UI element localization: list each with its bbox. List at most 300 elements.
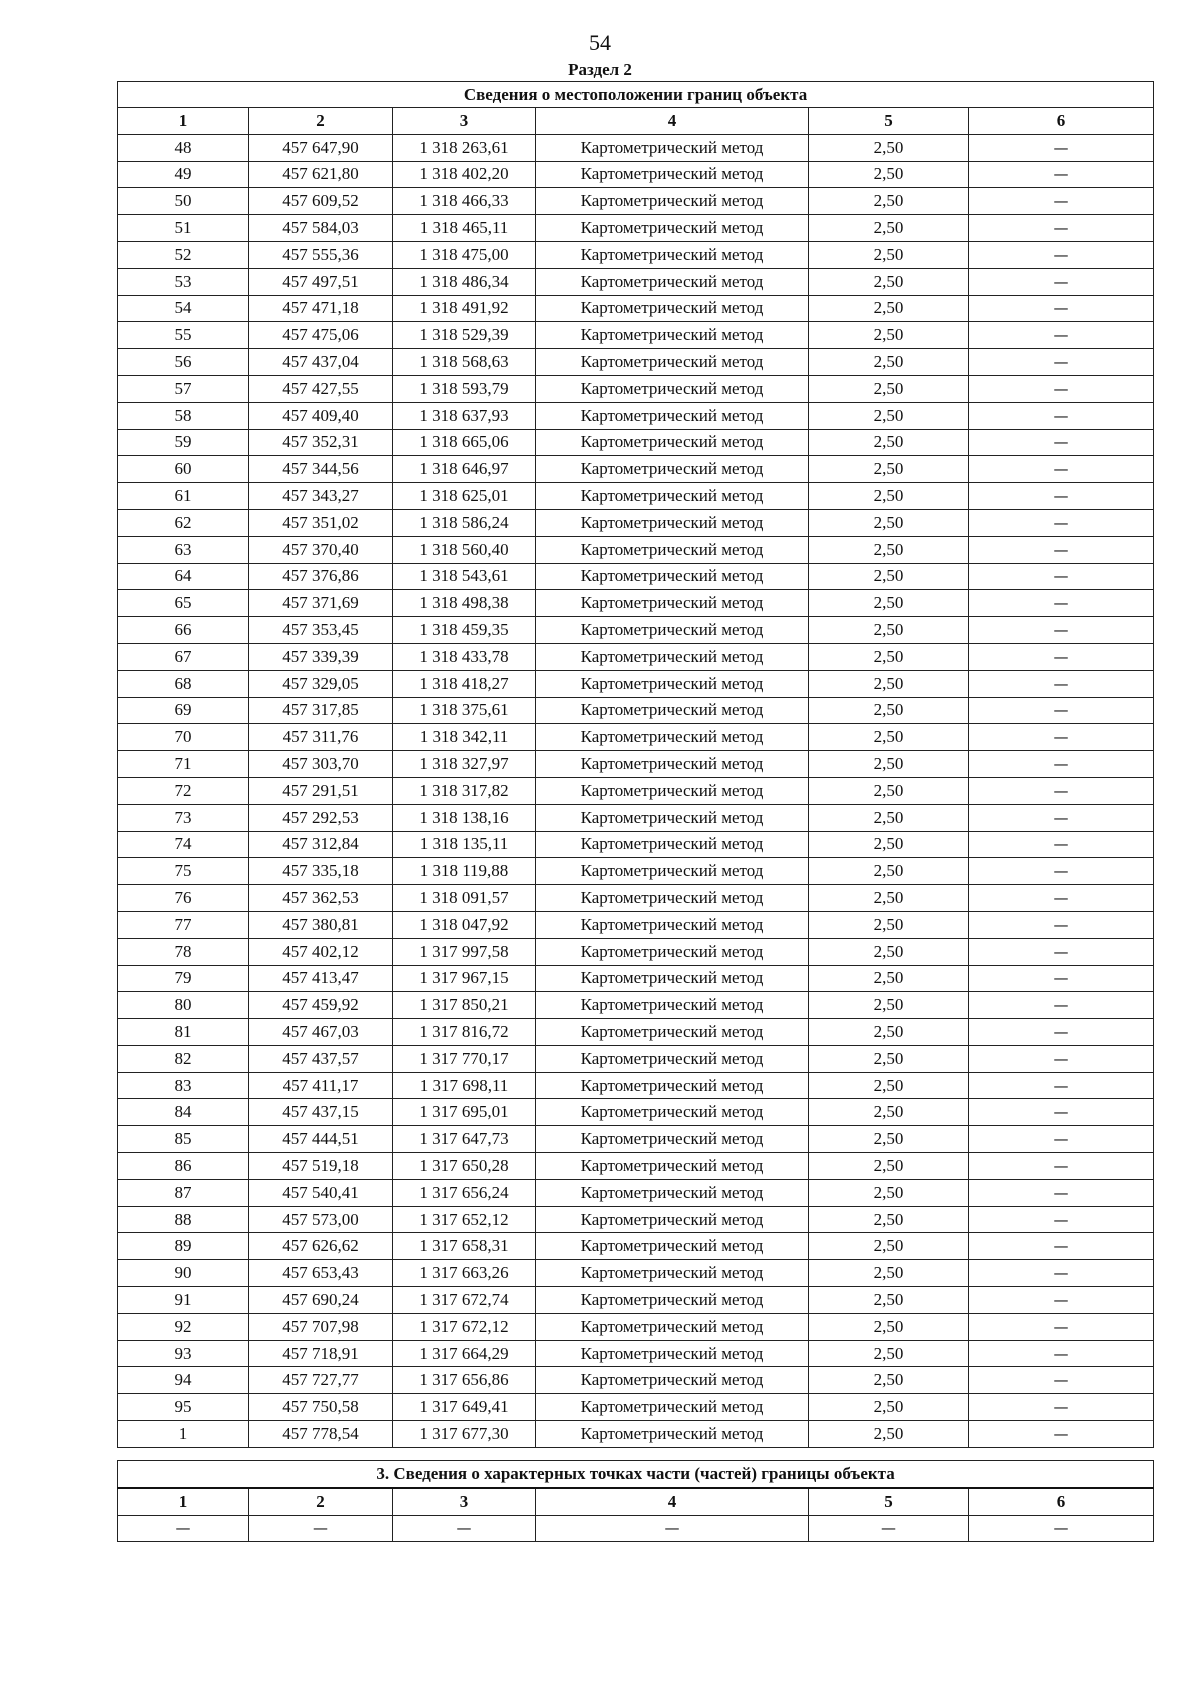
table-cell: 1 318 465,11	[393, 215, 536, 242]
table-cell: 457 351,02	[249, 509, 393, 536]
table-cell: Картометрический метод	[536, 1260, 809, 1287]
column-header: 5	[809, 108, 969, 135]
table-cell: Картометрический метод	[536, 429, 809, 456]
table-cell: 457 437,57	[249, 1045, 393, 1072]
table-cell: 457 778,54	[249, 1421, 393, 1448]
table-cell: 2,50	[809, 965, 969, 992]
subsection-header-row	[118, 1488, 1154, 1515]
table-cell: —	[969, 536, 1154, 563]
table-cell: 51	[118, 215, 249, 242]
table-cell: Картометрический метод	[536, 1421, 809, 1448]
table-cell: 1 318 475,00	[393, 241, 536, 268]
table-cell: 1 318 568,63	[393, 349, 536, 376]
table-cell: 457 497,51	[249, 268, 393, 295]
table-cell: 457 467,03	[249, 1019, 393, 1046]
table-cell: —	[969, 697, 1154, 724]
table-cell: 2,50	[809, 1421, 969, 1448]
table-cell: Картометрический метод	[536, 268, 809, 295]
table-cell: —	[969, 724, 1154, 751]
table-cell: 457 292,53	[249, 804, 393, 831]
table-cell: 2,50	[809, 1072, 969, 1099]
table-cell: —	[809, 1515, 969, 1542]
column-header: 5	[809, 1488, 969, 1515]
table-cell: 457 317,85	[249, 697, 393, 724]
table-cell: 2,50	[809, 992, 969, 1019]
table-cell: —	[969, 938, 1154, 965]
table-cell: 1 318 327,97	[393, 751, 536, 778]
table-cell: 53	[118, 268, 249, 295]
table-cell: 457 311,76	[249, 724, 393, 751]
table-cell: 457 727,77	[249, 1367, 393, 1394]
table-cell: 1 318 560,40	[393, 536, 536, 563]
table-row	[118, 1045, 1154, 1072]
table-cell: 1 317 698,11	[393, 1072, 536, 1099]
table-cell: 1 318 543,61	[393, 563, 536, 590]
table-cell: —	[969, 590, 1154, 617]
table-row	[118, 509, 1154, 536]
table-cell: 2,50	[809, 1367, 969, 1394]
table-cell: —	[969, 1153, 1154, 1180]
table-cell: 87	[118, 1179, 249, 1206]
table-cell: —	[969, 375, 1154, 402]
table-cell: —	[969, 831, 1154, 858]
table-cell: 94	[118, 1367, 249, 1394]
table-cell: 457 329,05	[249, 670, 393, 697]
table-row	[118, 402, 1154, 429]
table-row	[118, 322, 1154, 349]
table-cell: Картометрический метод	[536, 617, 809, 644]
table-cell: Картометрический метод	[536, 349, 809, 376]
table-cell: 457 335,18	[249, 858, 393, 885]
table-cell: 48	[118, 134, 249, 161]
table-cell: —	[969, 456, 1154, 483]
table-cell: 457 555,36	[249, 241, 393, 268]
table-cell: Картометрический метод	[536, 1287, 809, 1314]
table-cell: Картометрический метод	[536, 965, 809, 992]
table-cell: 1 317 997,58	[393, 938, 536, 965]
table-cell: 2,50	[809, 349, 969, 376]
table-cell: 2,50	[809, 1260, 969, 1287]
table-cell: 86	[118, 1153, 249, 1180]
table-cell: 1 318 342,11	[393, 724, 536, 751]
column-header: 4	[536, 108, 809, 135]
table-cell: 2,50	[809, 1099, 969, 1126]
table-cell: 1 318 498,38	[393, 590, 536, 617]
table-cell: 1 318 047,92	[393, 911, 536, 938]
table-cell: 2,50	[809, 1206, 969, 1233]
table-cell: —	[969, 1394, 1154, 1421]
table-cell: 2,50	[809, 804, 969, 831]
table-cell: Картометрический метод	[536, 322, 809, 349]
table-cell: —	[969, 483, 1154, 510]
table-cell: 2,50	[809, 885, 969, 912]
table-cell: 2,50	[809, 697, 969, 724]
table-cell: 2,50	[809, 509, 969, 536]
table-cell: Картометрический метод	[536, 1340, 809, 1367]
table-cell: 457 353,45	[249, 617, 393, 644]
table-cell: 1 317 850,21	[393, 992, 536, 1019]
table-cell: 74	[118, 831, 249, 858]
table-cell: 1 318 637,93	[393, 402, 536, 429]
table-row	[118, 1019, 1154, 1046]
table-cell: 2,50	[809, 1153, 969, 1180]
table-cell: 457 352,31	[249, 429, 393, 456]
table-cell: 457 584,03	[249, 215, 393, 242]
table-row	[118, 1179, 1154, 1206]
table-cell: 88	[118, 1206, 249, 1233]
table-cell: 1 317 664,29	[393, 1340, 536, 1367]
table-cell: Картометрический метод	[536, 1179, 809, 1206]
table-cell: 457 371,69	[249, 590, 393, 617]
table-row	[118, 188, 1154, 215]
column-header-row	[118, 108, 1154, 135]
table-cell: —	[393, 1515, 536, 1542]
table-row	[118, 295, 1154, 322]
table-cell: Картометрический метод	[536, 1394, 809, 1421]
table-cell: 2,50	[809, 1394, 969, 1421]
table-cell: 457 707,98	[249, 1313, 393, 1340]
table-cell: 457 409,40	[249, 402, 393, 429]
table-row	[118, 1367, 1154, 1394]
column-header: 4	[536, 1488, 809, 1515]
table-cell: Картометрический метод	[536, 215, 809, 242]
table-cell: —	[969, 188, 1154, 215]
table-row	[118, 992, 1154, 1019]
table-cell: Картометрический метод	[536, 1206, 809, 1233]
table-row	[118, 670, 1154, 697]
table-row	[118, 1340, 1154, 1367]
table-cell: 52	[118, 241, 249, 268]
table-cell: 61	[118, 483, 249, 510]
table-cell: Картометрический метод	[536, 536, 809, 563]
table-cell: 457 437,04	[249, 349, 393, 376]
table-row	[118, 1206, 1154, 1233]
table-cell: 457 459,92	[249, 992, 393, 1019]
table-cell: —	[969, 429, 1154, 456]
table-cell: —	[969, 563, 1154, 590]
table-cell: 457 413,47	[249, 965, 393, 992]
table-cell: —	[969, 509, 1154, 536]
table-cell: —	[969, 295, 1154, 322]
table-cell: 1 318 418,27	[393, 670, 536, 697]
table-cell: 2,50	[809, 456, 969, 483]
table-cell: Картометрический метод	[536, 1019, 809, 1046]
table-cell: Картометрический метод	[536, 134, 809, 161]
table-cell: Картометрический метод	[536, 563, 809, 590]
table-cell: Картометрический метод	[536, 161, 809, 188]
table-cell: 2,50	[809, 134, 969, 161]
table-cell: 89	[118, 1233, 249, 1260]
column-header: 1	[118, 108, 249, 135]
table-cell: 76	[118, 885, 249, 912]
table-row	[118, 375, 1154, 402]
table-cell: 2,50	[809, 1313, 969, 1340]
table-cell: 2,50	[809, 617, 969, 644]
table-cell: 92	[118, 1313, 249, 1340]
table-cell: 72	[118, 777, 249, 804]
table-cell: Картометрический метод	[536, 295, 809, 322]
table-cell: Картометрический метод	[536, 751, 809, 778]
table-row	[118, 724, 1154, 751]
table-cell: 2,50	[809, 536, 969, 563]
table-cell: 1 317 816,72	[393, 1019, 536, 1046]
table-row	[118, 456, 1154, 483]
table-cell: —	[969, 1233, 1154, 1260]
table-cell: 457 621,80	[249, 161, 393, 188]
table-cell: 2,50	[809, 670, 969, 697]
table-row	[118, 617, 1154, 644]
table-cell: —	[969, 241, 1154, 268]
table-cell: 73	[118, 804, 249, 831]
table-row	[118, 1153, 1154, 1180]
table-cell: 2,50	[809, 161, 969, 188]
table-cell: 1 318 263,61	[393, 134, 536, 161]
table-cell: 457 376,86	[249, 563, 393, 590]
table-cell: —	[969, 643, 1154, 670]
table-cell: 2,50	[809, 215, 969, 242]
table-cell: 1 318 491,92	[393, 295, 536, 322]
boundary-coordinates-table	[117, 81, 1154, 1448]
table-cell: Картометрический метод	[536, 1153, 809, 1180]
table-cell: 82	[118, 1045, 249, 1072]
table-cell: Картометрический метод	[536, 858, 809, 885]
table-cell: 457 690,24	[249, 1287, 393, 1314]
table-cell: 457 519,18	[249, 1153, 393, 1180]
table-row	[118, 1421, 1154, 1448]
table-cell: 1	[118, 1421, 249, 1448]
table-cell: 64	[118, 563, 249, 590]
table-cell: —	[969, 1072, 1154, 1099]
table-cell: 457 626,62	[249, 1233, 393, 1260]
table-cell: 1 318 119,88	[393, 858, 536, 885]
table-cell: 2,50	[809, 1045, 969, 1072]
table-cell: 457 370,40	[249, 536, 393, 563]
table-cell: Картометрический метод	[536, 590, 809, 617]
table-cell: 79	[118, 965, 249, 992]
table-row	[118, 965, 1154, 992]
table-cell: —	[969, 1045, 1154, 1072]
table-cell: —	[969, 885, 1154, 912]
table-cell: 2,50	[809, 1233, 969, 1260]
table-row	[118, 1287, 1154, 1314]
table-cell: 1 318 135,11	[393, 831, 536, 858]
table-cell: 1 318 586,24	[393, 509, 536, 536]
table-cell: 457 339,39	[249, 643, 393, 670]
table-cell: Картометрический метод	[536, 241, 809, 268]
column-header: 1	[118, 1488, 249, 1515]
table-cell: 49	[118, 161, 249, 188]
table-cell: —	[969, 992, 1154, 1019]
table-cell: 457 344,56	[249, 456, 393, 483]
table-row	[118, 483, 1154, 510]
table-cell: 1 318 138,16	[393, 804, 536, 831]
table-cell: Картометрический метод	[536, 643, 809, 670]
table-cell: Картометрический метод	[536, 1313, 809, 1340]
table-cell: —	[969, 1126, 1154, 1153]
table-row	[118, 858, 1154, 885]
table-row	[118, 1313, 1154, 1340]
table-cell: —	[969, 322, 1154, 349]
table-cell: 2,50	[809, 858, 969, 885]
table-row	[118, 751, 1154, 778]
table-row	[118, 590, 1154, 617]
table-cell: 457 343,27	[249, 483, 393, 510]
table-cell: —	[969, 1515, 1154, 1542]
table-cell: —	[969, 617, 1154, 644]
table-cell: Картометрический метод	[536, 777, 809, 804]
table-cell: 457 427,55	[249, 375, 393, 402]
table-cell: 457 312,84	[249, 831, 393, 858]
table-cell: 2,50	[809, 1287, 969, 1314]
column-header: 2	[249, 1488, 393, 1515]
table-row	[118, 1260, 1154, 1287]
table-cell: 1 318 091,57	[393, 885, 536, 912]
table-cell: 59	[118, 429, 249, 456]
table-cell: 62	[118, 509, 249, 536]
table-cell: 457 471,18	[249, 295, 393, 322]
table-cell: 1 317 658,31	[393, 1233, 536, 1260]
table-title-row	[118, 82, 1154, 108]
table-cell: —	[969, 1313, 1154, 1340]
table-cell: 2,50	[809, 1126, 969, 1153]
table-cell: 1 317 672,74	[393, 1287, 536, 1314]
table-cell: Картометрический метод	[536, 1233, 809, 1260]
table-cell: 457 540,41	[249, 1179, 393, 1206]
table-cell: —	[969, 349, 1154, 376]
table-cell: 2,50	[809, 268, 969, 295]
part-points-table	[117, 1460, 1154, 1542]
table-cell: 2,50	[809, 724, 969, 751]
table-cell: 65	[118, 590, 249, 617]
table-cell: 58	[118, 402, 249, 429]
table-cell: —	[969, 1179, 1154, 1206]
table-cell: 457 402,12	[249, 938, 393, 965]
table-cell: 1 317 652,12	[393, 1206, 536, 1233]
table-row	[118, 563, 1154, 590]
table-cell: 457 444,51	[249, 1126, 393, 1153]
table-cell: 70	[118, 724, 249, 751]
table-row	[118, 938, 1154, 965]
table-cell: 2,50	[809, 938, 969, 965]
table-cell: 84	[118, 1099, 249, 1126]
table-row	[118, 268, 1154, 295]
table-cell: —	[969, 1260, 1154, 1287]
table-cell: 1 317 770,17	[393, 1045, 536, 1072]
table-cell: —	[969, 402, 1154, 429]
table-row	[118, 1126, 1154, 1153]
table-cell: 85	[118, 1126, 249, 1153]
table-cell: 1 318 625,01	[393, 483, 536, 510]
table-cell: Картометрический метод	[536, 911, 809, 938]
table-cell: 1 318 317,82	[393, 777, 536, 804]
table-cell: —	[969, 777, 1154, 804]
table-cell: 1 317 695,01	[393, 1099, 536, 1126]
table-cell: 1 317 649,41	[393, 1394, 536, 1421]
table-cell: 50	[118, 188, 249, 215]
table-cell: 1 317 650,28	[393, 1153, 536, 1180]
table-cell: 78	[118, 938, 249, 965]
table-cell: 457 609,52	[249, 188, 393, 215]
table-cell: Картометрический метод	[536, 1099, 809, 1126]
table-cell: Картометрический метод	[536, 1367, 809, 1394]
table-cell: —	[969, 804, 1154, 831]
table-cell: 2,50	[809, 751, 969, 778]
table-row	[118, 161, 1154, 188]
table-cell: —	[969, 965, 1154, 992]
table-cell: 2,50	[809, 295, 969, 322]
table-cell: 1 318 459,35	[393, 617, 536, 644]
table-cell: 1 317 656,86	[393, 1367, 536, 1394]
table-cell: 1 317 672,12	[393, 1313, 536, 1340]
table-cell: 93	[118, 1340, 249, 1367]
table-cell: Картометрический метод	[536, 1045, 809, 1072]
table-cell: 56	[118, 349, 249, 376]
table-cell: 55	[118, 322, 249, 349]
table-cell: 457 647,90	[249, 134, 393, 161]
table-cell: 1 317 656,24	[393, 1179, 536, 1206]
column-header: 3	[393, 1488, 536, 1515]
table-cell: 2,50	[809, 590, 969, 617]
table-cell: —	[969, 161, 1154, 188]
table-cell: 2,50	[809, 375, 969, 402]
table-cell: —	[249, 1515, 393, 1542]
table-cell: 1 317 647,73	[393, 1126, 536, 1153]
table-cell: Картометрический метод	[536, 456, 809, 483]
table-cell: Картометрический метод	[536, 375, 809, 402]
section-label: Раздел 2	[568, 60, 632, 79]
table-row	[118, 804, 1154, 831]
table-cell: 2,50	[809, 831, 969, 858]
table-cell: —	[969, 670, 1154, 697]
table-cell: Картометрический метод	[536, 402, 809, 429]
table-cell: Картометрический метод	[536, 724, 809, 751]
table-row	[118, 349, 1154, 376]
table-cell: 457 437,15	[249, 1099, 393, 1126]
table-cell: 71	[118, 751, 249, 778]
table-cell: 1 318 433,78	[393, 643, 536, 670]
table-cell: —	[536, 1515, 809, 1542]
table-row	[118, 911, 1154, 938]
table-cell: —	[969, 1367, 1154, 1394]
table-row	[118, 215, 1154, 242]
table-cell: 90	[118, 1260, 249, 1287]
table-cell: 60	[118, 456, 249, 483]
table-cell: 95	[118, 1394, 249, 1421]
table-cell: 1 318 375,61	[393, 697, 536, 724]
table-cell: 1 318 529,39	[393, 322, 536, 349]
table-row	[118, 429, 1154, 456]
column-header: 2	[249, 108, 393, 135]
table-cell: 77	[118, 911, 249, 938]
table-cell: 69	[118, 697, 249, 724]
table-cell: —	[118, 1515, 249, 1542]
table-cell: —	[969, 1099, 1154, 1126]
table-cell: 2,50	[809, 241, 969, 268]
table-cell: 1 318 665,06	[393, 429, 536, 456]
table-cell: 1 318 646,97	[393, 456, 536, 483]
table-cell: 457 653,43	[249, 1260, 393, 1287]
table-cell: —	[969, 1206, 1154, 1233]
table-cell: 1 318 402,20	[393, 161, 536, 188]
table-cell: 81	[118, 1019, 249, 1046]
table-cell: 91	[118, 1287, 249, 1314]
table-row	[118, 777, 1154, 804]
table-cell: 2,50	[809, 429, 969, 456]
table-cell: Картометрический метод	[536, 992, 809, 1019]
table-cell: —	[969, 1019, 1154, 1046]
table-cell: Картометрический метод	[536, 1072, 809, 1099]
table-cell: 1 318 466,33	[393, 188, 536, 215]
